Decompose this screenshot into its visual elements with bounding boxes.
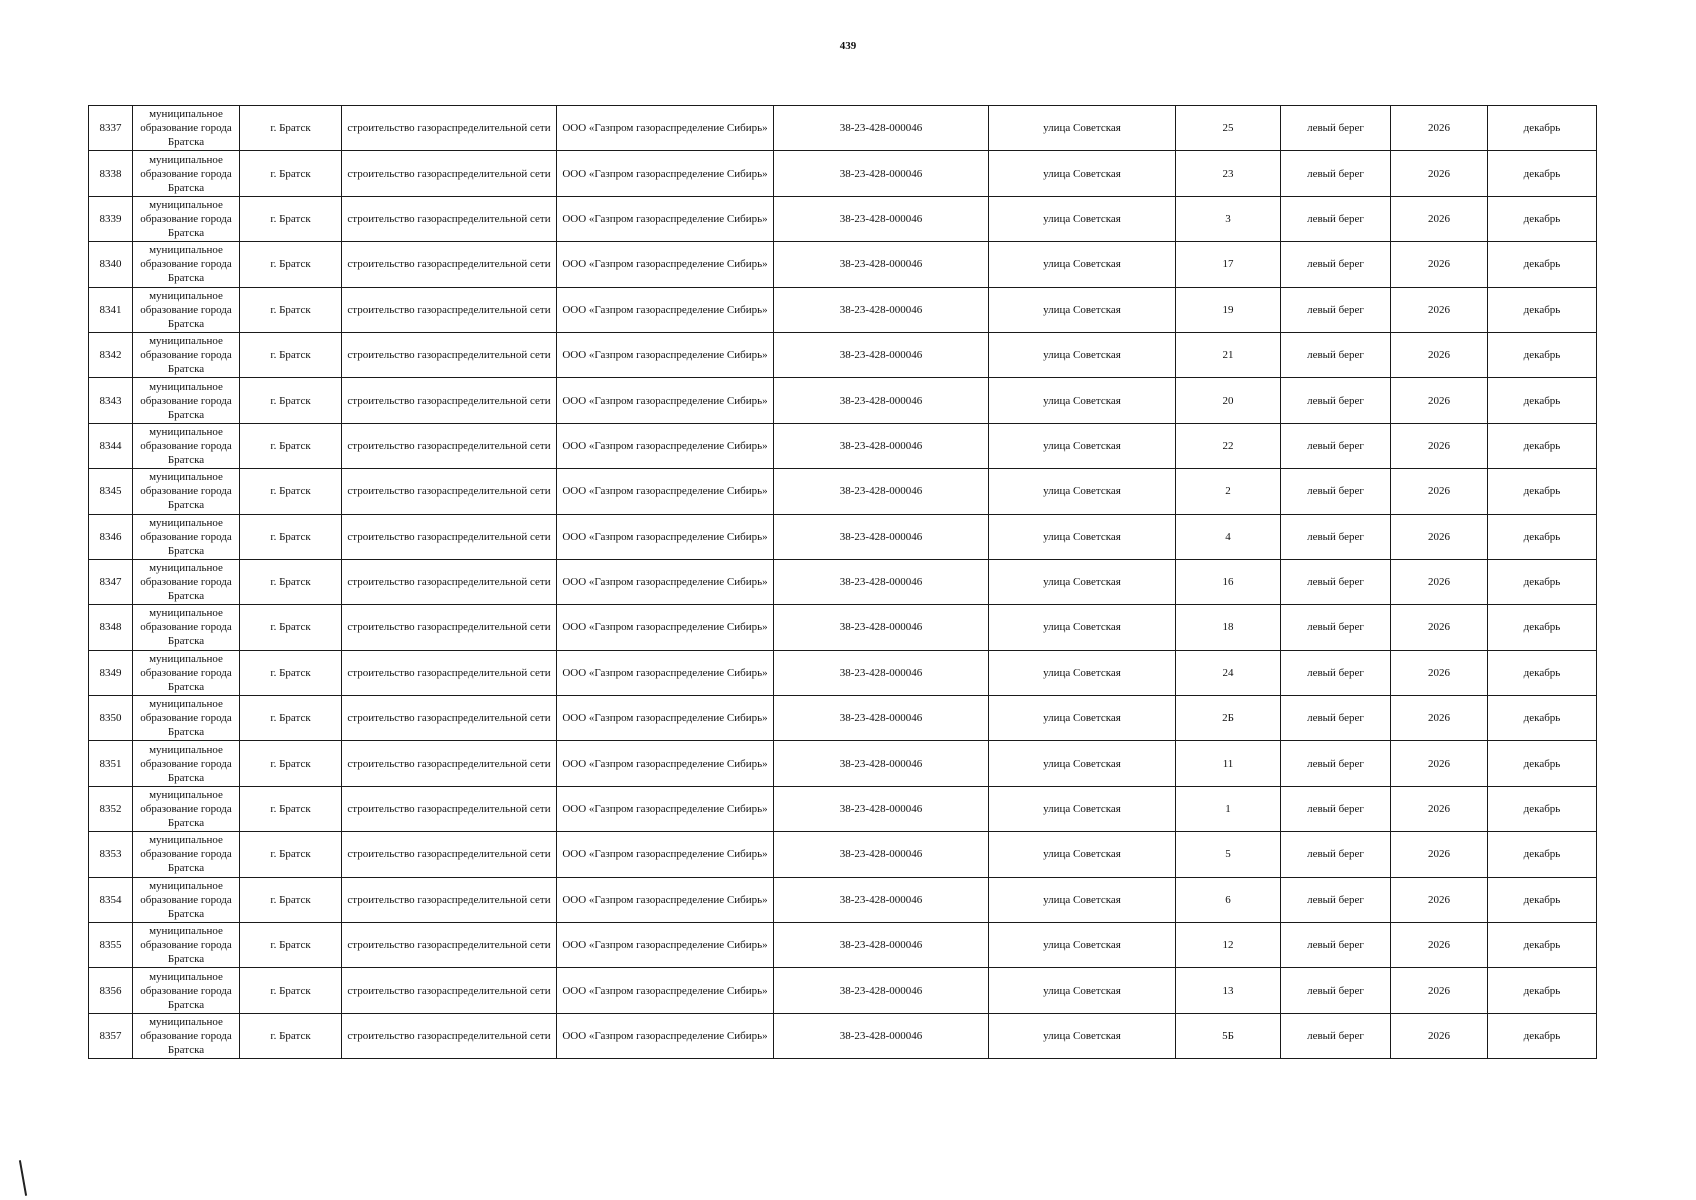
cell-month: декабрь [1488,1013,1597,1058]
cell-organization: ООО «Газпром газораспределение Сибирь» [557,923,774,968]
cell-street: улица Советская [989,696,1176,741]
cell-bank: левый берег [1281,106,1391,151]
cell-house: 19 [1176,287,1281,332]
cell-month: декабрь [1488,423,1597,468]
cell-month: декабрь [1488,242,1597,287]
table-row [89,1013,1597,1058]
cell-bank: левый берег [1281,877,1391,922]
cell-month: декабрь [1488,514,1597,559]
cell-month: декабрь [1488,696,1597,741]
cell-city: г. Братск [240,469,342,514]
table-row [89,196,1597,241]
cell-work-type: строительство газораспределительной сети [342,923,557,968]
cell-house: 1 [1176,786,1281,831]
cell-code: 38-23-428-000046 [774,514,989,559]
cell-street: улица Советская [989,605,1176,650]
table-row [89,106,1597,151]
cell-bank: левый берег [1281,469,1391,514]
cell-month: декабрь [1488,832,1597,877]
cell-number: 8355 [89,923,133,968]
cell-work-type: строительство газораспределительной сети [342,332,557,377]
cell-municipality: муниципальное образование города Братска [133,196,240,241]
cell-city: г. Братск [240,196,342,241]
cell-city: г. Братск [240,696,342,741]
cell-year: 2026 [1391,605,1488,650]
cell-municipality: муниципальное образование города Братска [133,968,240,1013]
cell-municipality: муниципальное образование города Братска [133,650,240,695]
cell-year: 2026 [1391,514,1488,559]
cell-work-type: строительство газораспределительной сети [342,287,557,332]
cell-bank: левый берег [1281,923,1391,968]
cell-year: 2026 [1391,877,1488,922]
cell-number: 8352 [89,786,133,831]
cell-number: 8349 [89,650,133,695]
cell-street: улица Советская [989,968,1176,1013]
cell-organization: ООО «Газпром газораспределение Сибирь» [557,650,774,695]
cell-code: 38-23-428-000046 [774,559,989,604]
cell-code: 38-23-428-000046 [774,832,989,877]
table-row [89,923,1597,968]
cell-house: 4 [1176,514,1281,559]
cell-organization: ООО «Газпром газораспределение Сибирь» [557,968,774,1013]
table-row [89,786,1597,831]
cell-organization: ООО «Газпром газораспределение Сибирь» [557,378,774,423]
cell-city: г. Братск [240,242,342,287]
cell-work-type: строительство газораспределительной сети [342,741,557,786]
cell-city: г. Братск [240,332,342,377]
cell-code: 38-23-428-000046 [774,1013,989,1058]
cell-number: 8351 [89,741,133,786]
cell-year: 2026 [1391,242,1488,287]
table-row [89,151,1597,196]
cell-code: 38-23-428-000046 [774,151,989,196]
cell-bank: левый берег [1281,832,1391,877]
table-row [89,332,1597,377]
cell-municipality: муниципальное образование города Братска [133,832,240,877]
cell-number: 8338 [89,151,133,196]
cell-code: 38-23-428-000046 [774,423,989,468]
cell-number: 8356 [89,968,133,1013]
cell-organization: ООО «Газпром газораспределение Сибирь» [557,1013,774,1058]
cell-month: декабрь [1488,923,1597,968]
cell-bank: левый берег [1281,287,1391,332]
cell-number: 8357 [89,1013,133,1058]
cell-year: 2026 [1391,968,1488,1013]
cell-year: 2026 [1391,106,1488,151]
table-row [89,832,1597,877]
cell-year: 2026 [1391,287,1488,332]
cell-organization: ООО «Газпром газораспределение Сибирь» [557,605,774,650]
cell-municipality: муниципальное образование города Братска [133,786,240,831]
cell-house: 13 [1176,968,1281,1013]
cell-month: декабрь [1488,196,1597,241]
cell-city: г. Братск [240,923,342,968]
cell-code: 38-23-428-000046 [774,923,989,968]
cell-month: декабрь [1488,106,1597,151]
table-row [89,514,1597,559]
cell-house: 16 [1176,559,1281,604]
table-row [89,968,1597,1013]
cell-number: 8340 [89,242,133,287]
cell-code: 38-23-428-000046 [774,196,989,241]
cell-year: 2026 [1391,559,1488,604]
cell-month: декабрь [1488,605,1597,650]
cell-work-type: строительство газораспределительной сети [342,650,557,695]
cell-work-type: строительство газораспределительной сети [342,832,557,877]
cell-bank: левый берег [1281,514,1391,559]
cell-code: 38-23-428-000046 [774,741,989,786]
table-row [89,242,1597,287]
cell-code: 38-23-428-000046 [774,287,989,332]
cell-month: декабрь [1488,741,1597,786]
table-row [89,378,1597,423]
cell-street: улица Советская [989,741,1176,786]
cell-month: декабрь [1488,650,1597,695]
cell-house: 20 [1176,378,1281,423]
cell-year: 2026 [1391,378,1488,423]
cell-city: г. Братск [240,559,342,604]
table-row [89,696,1597,741]
cell-work-type: строительство газораспределительной сети [342,106,557,151]
cell-work-type: строительство газораспределительной сети [342,1013,557,1058]
cell-month: декабрь [1488,877,1597,922]
cell-street: улица Советская [989,514,1176,559]
cell-city: г. Братск [240,832,342,877]
cell-year: 2026 [1391,650,1488,695]
cell-work-type: строительство газораспределительной сети [342,968,557,1013]
cell-organization: ООО «Газпром газораспределение Сибирь» [557,106,774,151]
cell-number: 8346 [89,514,133,559]
cell-bank: левый берег [1281,423,1391,468]
cell-house: 5Б [1176,1013,1281,1058]
cell-house: 24 [1176,650,1281,695]
cell-city: г. Братск [240,741,342,786]
cell-work-type: строительство газораспределительной сети [342,877,557,922]
cell-house: 12 [1176,923,1281,968]
cell-city: г. Братск [240,650,342,695]
cell-organization: ООО «Газпром газораспределение Сибирь» [557,332,774,377]
cell-year: 2026 [1391,786,1488,831]
cell-municipality: муниципальное образование города Братска [133,559,240,604]
registry-body [89,106,1597,1059]
cell-municipality: муниципальное образование города Братска [133,332,240,377]
cell-municipality: муниципальное образование города Братска [133,423,240,468]
cell-house: 5 [1176,832,1281,877]
cell-organization: ООО «Газпром газораспределение Сибирь» [557,287,774,332]
cell-street: улица Советская [989,378,1176,423]
cell-year: 2026 [1391,1013,1488,1058]
cell-work-type: строительство газораспределительной сети [342,242,557,287]
cell-month: декабрь [1488,968,1597,1013]
cell-work-type: строительство газораспределительной сети [342,559,557,604]
cell-city: г. Братск [240,287,342,332]
cell-organization: ООО «Газпром газораспределение Сибирь» [557,151,774,196]
cell-city: г. Братск [240,877,342,922]
cell-month: декабрь [1488,559,1597,604]
cell-city: г. Братск [240,968,342,1013]
cell-street: улица Советская [989,196,1176,241]
cell-street: улица Советская [989,423,1176,468]
cell-house: 2 [1176,469,1281,514]
cell-house: 23 [1176,151,1281,196]
cell-house: 17 [1176,242,1281,287]
cell-month: декабрь [1488,287,1597,332]
cell-street: улица Советская [989,832,1176,877]
cell-work-type: строительство газораспределительной сети [342,469,557,514]
cell-number: 8343 [89,378,133,423]
cell-house: 21 [1176,332,1281,377]
cell-organization: ООО «Газпром газораспределение Сибирь» [557,877,774,922]
cell-street: улица Советская [989,242,1176,287]
cell-code: 38-23-428-000046 [774,469,989,514]
cell-municipality: муниципальное образование города Братска [133,877,240,922]
cell-number: 8354 [89,877,133,922]
table-row [89,423,1597,468]
cell-house: 2Б [1176,696,1281,741]
cell-code: 38-23-428-000046 [774,877,989,922]
cell-bank: левый берег [1281,151,1391,196]
table-row [89,287,1597,332]
cell-street: улица Советская [989,877,1176,922]
table-row [89,605,1597,650]
cell-number: 8350 [89,696,133,741]
table-row [89,559,1597,604]
cell-code: 38-23-428-000046 [774,650,989,695]
cell-code: 38-23-428-000046 [774,242,989,287]
cell-organization: ООО «Газпром газораспределение Сибирь» [557,469,774,514]
cell-month: декабрь [1488,332,1597,377]
cell-bank: левый берег [1281,378,1391,423]
cell-house: 11 [1176,741,1281,786]
cell-code: 38-23-428-000046 [774,106,989,151]
cell-bank: левый берег [1281,741,1391,786]
cell-bank: левый берег [1281,650,1391,695]
cell-organization: ООО «Газпром газораспределение Сибирь» [557,242,774,287]
cell-street: улица Советская [989,287,1176,332]
cell-work-type: строительство газораспределительной сети [342,514,557,559]
cell-bank: левый берег [1281,786,1391,831]
cell-code: 38-23-428-000046 [774,605,989,650]
cell-municipality: муниципальное образование города Братска [133,1013,240,1058]
table-row [89,741,1597,786]
cell-number: 8342 [89,332,133,377]
cell-year: 2026 [1391,423,1488,468]
cell-organization: ООО «Газпром газораспределение Сибирь» [557,696,774,741]
cell-code: 38-23-428-000046 [774,786,989,831]
cell-year: 2026 [1391,832,1488,877]
cell-work-type: строительство газораспределительной сети [342,423,557,468]
cell-organization: ООО «Газпром газораспределение Сибирь» [557,559,774,604]
cell-house: 22 [1176,423,1281,468]
cell-street: улица Советская [989,559,1176,604]
cell-street: улица Советская [989,151,1176,196]
registry-table [88,105,1597,1059]
cell-code: 38-23-428-000046 [774,378,989,423]
cell-street: улица Советская [989,106,1176,151]
cell-street: улица Советская [989,332,1176,377]
cell-work-type: строительство газораспределительной сети [342,696,557,741]
cell-number: 8337 [89,106,133,151]
cell-organization: ООО «Газпром газораспределение Сибирь» [557,741,774,786]
cell-year: 2026 [1391,741,1488,786]
scan-edge-mark [19,1160,27,1196]
cell-city: г. Братск [240,151,342,196]
cell-organization: ООО «Газпром газораспределение Сибирь» [557,514,774,559]
cell-month: декабрь [1488,786,1597,831]
cell-municipality: муниципальное образование города Братска [133,287,240,332]
cell-work-type: строительство газораспределительной сети [342,196,557,241]
table-row [89,650,1597,695]
cell-bank: левый берег [1281,696,1391,741]
cell-work-type: строительство газораспределительной сети [342,786,557,831]
cell-organization: ООО «Газпром газораспределение Сибирь» [557,832,774,877]
cell-organization: ООО «Газпром газораспределение Сибирь» [557,423,774,468]
cell-municipality: муниципальное образование города Братска [133,151,240,196]
cell-city: г. Братск [240,605,342,650]
cell-number: 8341 [89,287,133,332]
cell-bank: левый берег [1281,605,1391,650]
cell-year: 2026 [1391,196,1488,241]
cell-year: 2026 [1391,151,1488,196]
cell-city: г. Братск [240,514,342,559]
cell-municipality: муниципальное образование города Братска [133,378,240,423]
cell-bank: левый берег [1281,242,1391,287]
cell-city: г. Братск [240,423,342,468]
page-number: 439 [839,40,857,52]
cell-street: улица Советская [989,650,1176,695]
cell-municipality: муниципальное образование города Братска [133,514,240,559]
cell-municipality: муниципальное образование города Братска [133,605,240,650]
cell-municipality: муниципальное образование города Братска [133,469,240,514]
cell-municipality: муниципальное образование города Братска [133,696,240,741]
cell-municipality: муниципальное образование города Братска [133,242,240,287]
cell-work-type: строительство газораспределительной сети [342,378,557,423]
cell-year: 2026 [1391,696,1488,741]
cell-month: декабрь [1488,378,1597,423]
cell-street: улица Советская [989,923,1176,968]
cell-number: 8353 [89,832,133,877]
cell-municipality: муниципальное образование города Братска [133,106,240,151]
cell-city: г. Братск [240,106,342,151]
cell-number: 8347 [89,559,133,604]
cell-month: декабрь [1488,469,1597,514]
cell-house: 6 [1176,877,1281,922]
cell-code: 38-23-428-000046 [774,332,989,377]
cell-municipality: муниципальное образование города Братска [133,923,240,968]
cell-code: 38-23-428-000046 [774,968,989,1013]
cell-bank: левый берег [1281,196,1391,241]
cell-bank: левый берег [1281,968,1391,1013]
cell-city: г. Братск [240,1013,342,1058]
cell-month: декабрь [1488,151,1597,196]
cell-number: 8344 [89,423,133,468]
cell-year: 2026 [1391,332,1488,377]
cell-city: г. Братск [240,786,342,831]
cell-street: улица Советская [989,469,1176,514]
cell-number: 8339 [89,196,133,241]
cell-city: г. Братск [240,378,342,423]
cell-code: 38-23-428-000046 [774,696,989,741]
cell-bank: левый берег [1281,1013,1391,1058]
cell-year: 2026 [1391,469,1488,514]
cell-work-type: строительство газораспределительной сети [342,151,557,196]
cell-street: улица Советская [989,786,1176,831]
cell-house: 3 [1176,196,1281,241]
cell-house: 25 [1176,106,1281,151]
cell-bank: левый берег [1281,559,1391,604]
cell-work-type: строительство газораспределительной сети [342,605,557,650]
cell-organization: ООО «Газпром газораспределение Сибирь» [557,786,774,831]
cell-year: 2026 [1391,923,1488,968]
table-row [89,877,1597,922]
cell-number: 8345 [89,469,133,514]
cell-organization: ООО «Газпром газораспределение Сибирь» [557,196,774,241]
cell-number: 8348 [89,605,133,650]
table-row [89,469,1597,514]
cell-bank: левый берег [1281,332,1391,377]
cell-house: 18 [1176,605,1281,650]
cell-municipality: муниципальное образование города Братска [133,741,240,786]
cell-street: улица Советская [989,1013,1176,1058]
